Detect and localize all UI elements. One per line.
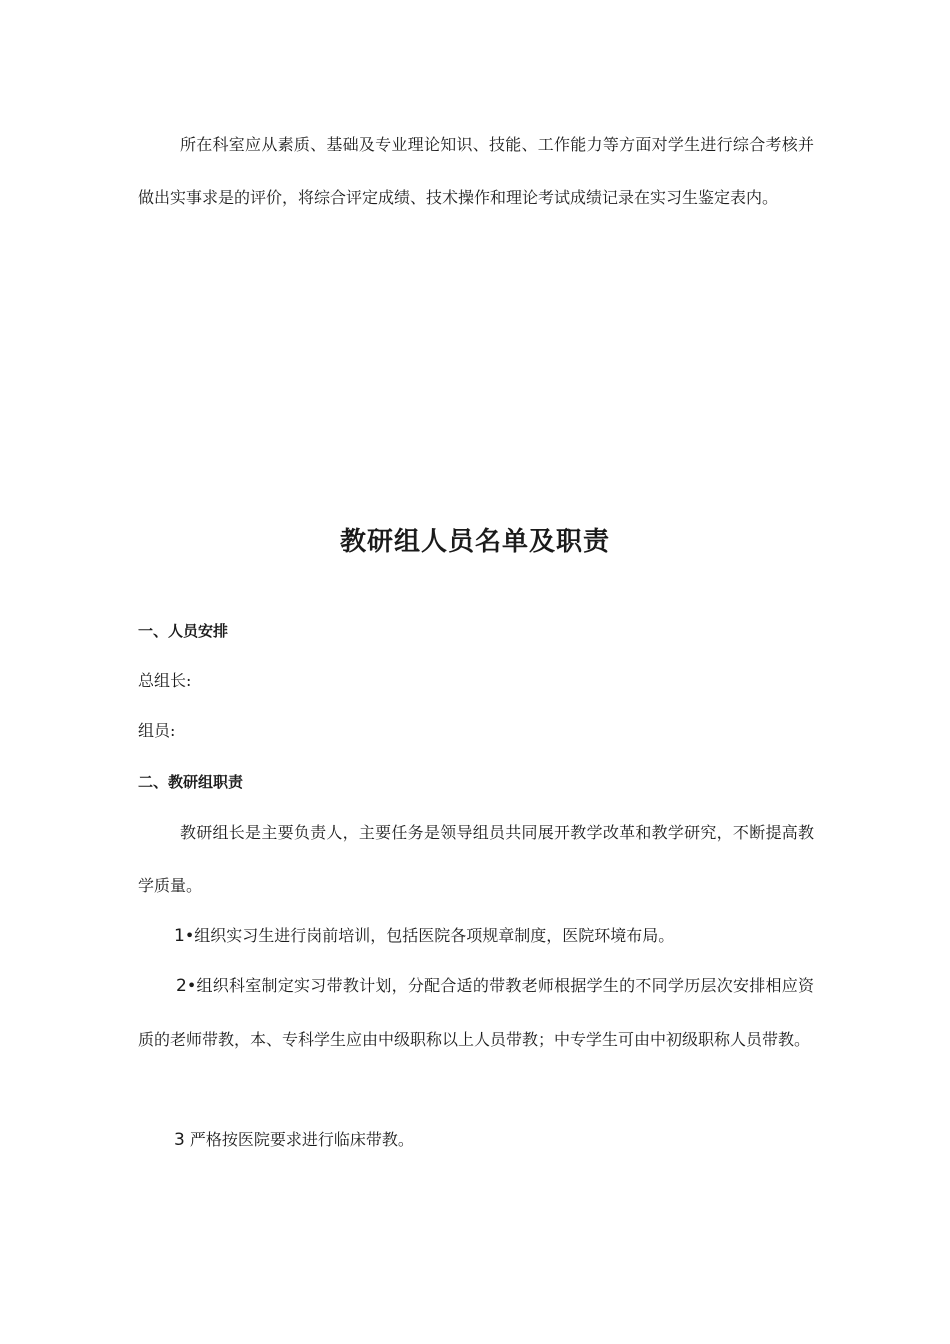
duties-heading: 二、教研组职责	[138, 773, 244, 791]
duty-item-3	[138, 1113, 814, 1167]
members-label: 组员:	[138, 721, 176, 740]
section-title: 教研组人员名单及职责	[339, 527, 610, 557]
duties-intro-paragraph: 教研组长是主要负责人，主要任务是领导组员共同展开教学改革和教学研究，不断提高教学质量。	[138, 823, 814, 895]
leader-label: 总组长:	[138, 671, 192, 690]
duty-item-text: 组织实习生进行岗前培训，包括医院各项规章制度，医院环境布局。	[194, 926, 675, 945]
duty-item-1	[138, 909, 814, 963]
duty-item-text: 组织科室制定实习带教计划，分配合适的带教老师根据学生的不同学历层次安排相应资质的老师带教，本、专科学生应由中级职称以上人员带教；中专学生可由中初级职称人员带教。	[138, 976, 814, 1049]
duty-item-number: 3	[174, 1130, 185, 1150]
duty-item-separator: •	[184, 926, 195, 945]
duty-item-number: 2	[176, 976, 187, 996]
duty-item-text: 严格按医院要求进行临床带教。	[189, 1130, 414, 1149]
personnel-heading: 一、人员安排	[138, 622, 229, 640]
duty-item-2	[138, 959, 814, 1066]
duty-item-separator: •	[186, 976, 197, 995]
intro-paragraph: 所在科室应从素质、基础及专业理论知识、技能、工作能力等方面对学生进行综合考核并做出实事求是的评价，将综合评定成绩、技术操作和理论考试成绩记录在实习生鉴定表内。	[138, 135, 814, 207]
duty-item-number: 1	[174, 926, 185, 946]
